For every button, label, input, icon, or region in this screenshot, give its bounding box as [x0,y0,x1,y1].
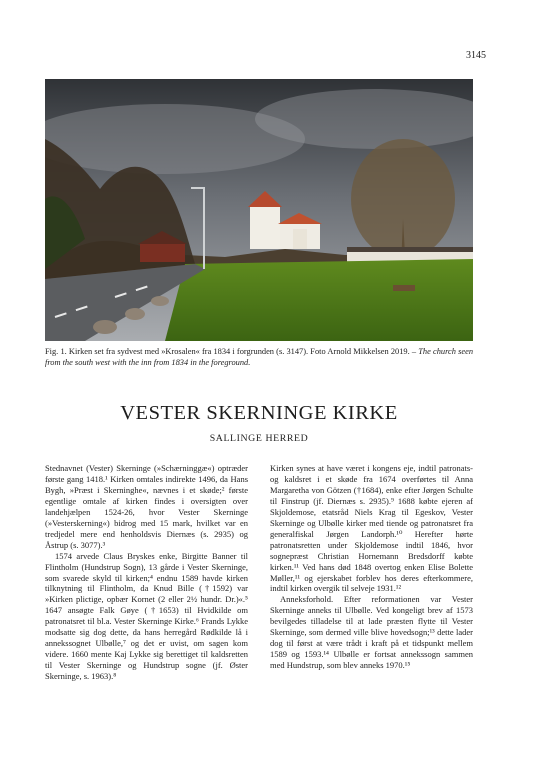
paragraph: Kirken synes at have været i kongens eje, indtil patronats- og kaldsret i et skøde fra 1674 overførtes til Anna Margaretha von Götzen (†1684), enke efter Jørgen Schulte til Finstrup (jf. Diernæs s. 2935).⁹ 1688 købte ejeren af Skjoldemose, etatsråd Niels Krag til Egeskov, Vester Skerninge og Ulbølle kirker med tiende og patronatsret fra generalfiskal Jørgen Landorph.¹⁰ Herefter hørte patronatsretten under Skjoldemose indtil 1846, hvor sognepræst Christian Hornemann Bredsdorff købte kirken.¹¹ Ved hans død 1848 overtog enken Elise Bolette Møller,¹¹ og ejerskabet forblev hos deres efterkommere, indtil kirken overgik til selveje 1931.¹² [270,463,473,594]
caption-danish: Fig. 1. Kirken set fra sydvest med »Krosalen« fra 1834 i forgrunden (s. 3147). Foto Arnold Mikkelsen 2019. – [45,347,417,356]
church-photo [45,79,473,341]
paragraph: Stednavnet (Vester) Skerninge (»Schærninggæ«) optræder første gang 1418.¹ Kirken omtales indirekte 1496, da Hans Bygh, »Præst i Skerninghe«, nævnes i et skøde;² første egentlige omtale af kirken findes i oversigten over landehjælpen 1524-26, hvor Vester Skerninge (»Vesterskerning«) bidrog med 15 mark, hvilket var en tredjedel mere end henholdsvis Diernæs (s. 2935) og Åstrup (s. 3077).³ [45,463,248,550]
page-subtitle: SALLINGE HERRED [209,433,309,444]
text-column-left [45,463,248,682]
caption-english: The church seen from the south west with the inn from 1834 in the foreground. [45,347,474,367]
page-title: VESTER SKERNINGE KIRKE [120,402,398,424]
page-number: 3145 [466,50,486,61]
paragraph: Anneksforhold. Efter reformationen var Vester Skerninge anneks til Ulbølle. Ved kongeligt brev af 1573 bevilgedes tilladelse til at lade præsten flytte til Vester Skerninge, som dermed ville blive hovedsogn;¹³ dette lader dog til først at være trådt i kraft på et tidspunkt mellem 1589 og 1593.¹⁴ Ulbølle er fortsat annekssogn sammen med Hundstrup, som blev anneks 1970.¹⁵ [270,594,473,671]
paragraph: 1574 arvede Claus Bryskes enke, Birgitte Banner til Flintholm (Hundstrup Sogn), 13 gårde i Vester Skerninge, som svarede skyld til kirken;⁴ endnu 1589 havde kirken tilknytning til Flintholm, da Knud Bille (†1592) var »Kirken plictige, opbær Kornet (2 eller 2½ hundr. Dr.)«.⁵ 1647 ansøgte Falk Gøye (†1653) til Hvidkilde om patronatsret til bl.a. Vester Skerninge Kirke.⁶ Frands Lykke modsatte sig dog dette, da hans herregård Rødkilde lå i annekssognet Ulbølle,⁷ og det er uvist, om sagen kom videre. 1660 mente Kaj Lykke sig berettiget til kaldsretten til Vester Skerninge og Hundstrup sogne (jf. Øster Skerninge, s. 1963).⁸ [45,550,248,682]
figure-caption [45,346,473,368]
text-column-right [270,463,473,671]
